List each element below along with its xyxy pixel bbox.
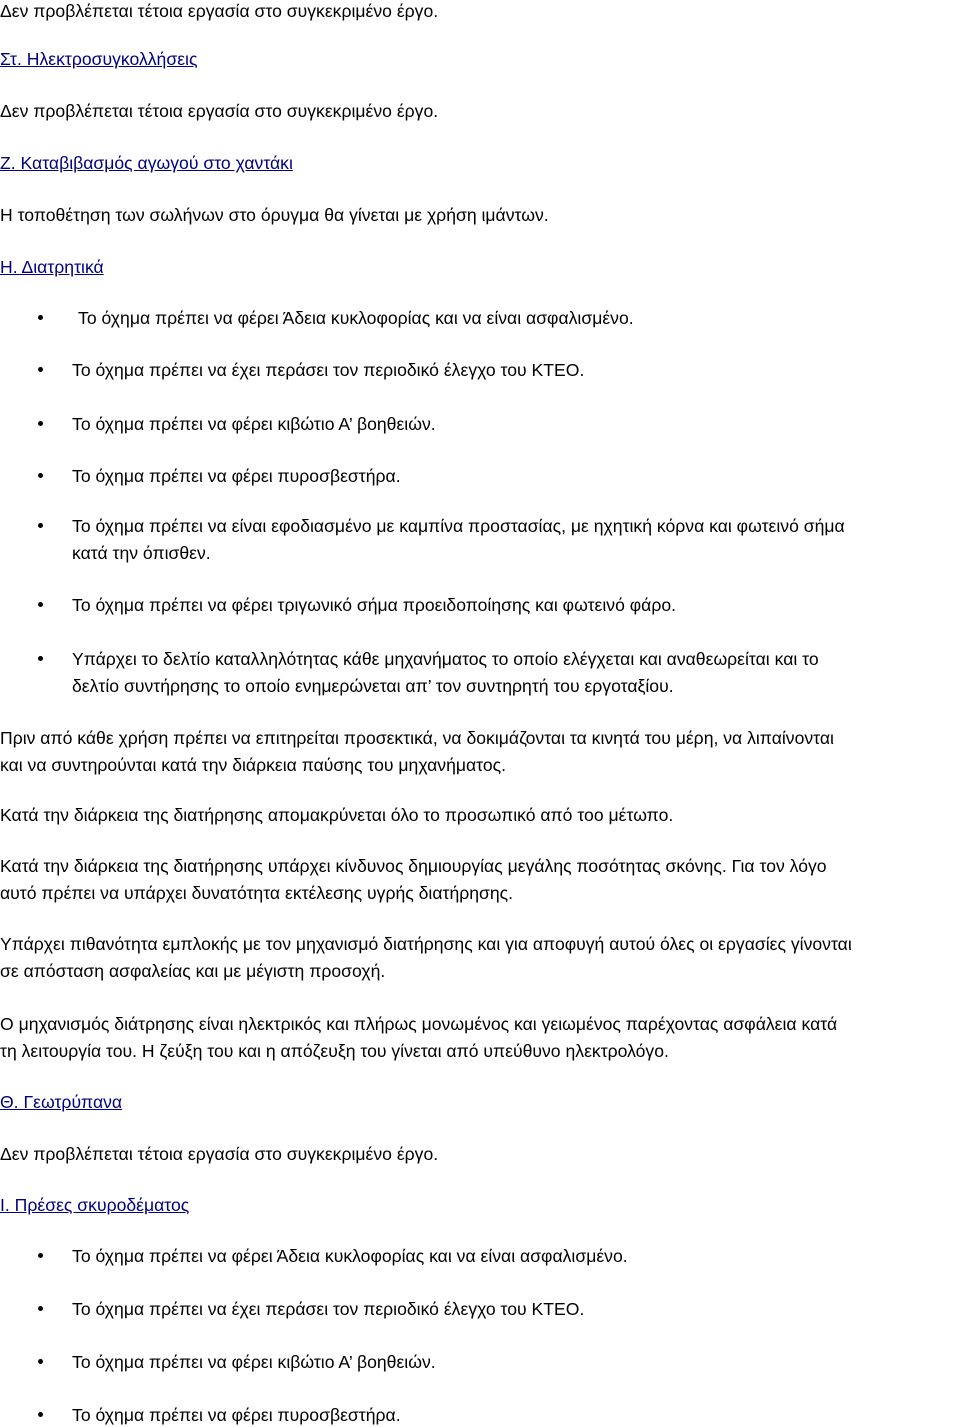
list-item: Το όχημα πρέπει να φέρει Άδεια κυκλοφορίας και να είναι ασφαλισμένο.	[72, 1246, 628, 1266]
list-item: Το όχημα πρέπει να έχει περάσει τον περιοδικό έλεγχο του ΚΤΕΟ.	[72, 1299, 585, 1319]
bullet-icon	[38, 367, 43, 372]
list-item: Υπάρχει το δελτίο καταλληλότητας κάθε μηχανήματος το οποίο ελέγχεται και αναθεωρείται και το	[72, 649, 819, 669]
section-heading-z: Ζ. Καταβιβασμός αγωγού στο χαντάκι	[0, 153, 293, 173]
paragraph-text: τη λειτουργία του. Η ζεύξη του και η απόζευξη του γίνεται από υπεύθυνο ηλεκτρολόγο.	[0, 1041, 669, 1061]
paragraph-text: Υπάρχει πιθανότητα εμπλοκής με τον μηχανισμό διατήρησης και για αποφυγή αυτού όλες οι εργασίες γίνονται	[0, 934, 852, 954]
section-heading-st: Στ. Ηλεκτροσυγκολλήσεις	[0, 49, 198, 69]
paragraph-text: αυτό πρέπει να υπάρχει δυνατότητα εκτέλεσης υγρής διατήρησης.	[0, 883, 514, 903]
paragraph-text: Ο μηχανισμός διάτρησης είναι ηλεκτρικός και πλήρως μονωμένος και γειωμένος παρέχοντας ασφάλεια κατά	[0, 1014, 838, 1034]
list-item: Το όχημα πρέπει να φέρει κιβώτιο Α’ βοηθειών.	[72, 414, 436, 434]
section-heading-h: Η. Διατρητικά	[0, 257, 104, 277]
paragraph-text: σε απόσταση ασφαλείας και με μέγιστη προσοχή.	[0, 961, 386, 981]
bullet-icon	[38, 421, 43, 426]
bullet-icon	[38, 602, 43, 607]
section-heading-i: Ι. Πρέσες σκυροδέματος	[0, 1195, 190, 1215]
bullet-icon	[38, 1412, 43, 1417]
note-text: Δεν προβλέπεται τέτοια εργασία στο συγκεκριμένο έργο.	[0, 1, 439, 21]
list-item: Το όχημα πρέπει να φέρει τριγωνικό σήμα προειδοποίησης και φωτεινό φάρο.	[72, 595, 677, 615]
paragraph-text: και να συντηρούνται κατά την διάρκεια παύσης του μηχανήματος.	[0, 755, 507, 775]
list-item: Το όχημα πρέπει να φέρει πυροσβεστήρα.	[72, 1405, 401, 1425]
bullet-icon	[38, 315, 43, 320]
list-item: Το όχημα πρέπει να είναι εφοδιασμένο με καμπίνα προστασίας, με ηχητική κόρνα και φωτεινό σήμα	[72, 516, 845, 536]
list-item: Το όχημα πρέπει να φέρει Άδεια κυκλοφορίας και να είναι ασφαλισμένο.	[78, 308, 634, 328]
note-text: Δεν προβλέπεται τέτοια εργασία στο συγκεκριμένο έργο.	[0, 1144, 439, 1164]
list-item-continuation: κατά την όπισθεν.	[72, 543, 211, 563]
note-text: Δεν προβλέπεται τέτοια εργασία στο συγκεκριμένο έργο.	[0, 101, 439, 121]
bullet-icon	[38, 1253, 43, 1258]
paragraph-text: Πριν από κάθε χρήση πρέπει να επιτηρείται προσεκτικά, να δοκιμάζονται τα κινητά του μέρη, να λιπαίνονται	[0, 728, 834, 748]
section-heading-th: Θ. Γεωτρύπανα	[0, 1092, 123, 1112]
paragraph-text: Κατά την διάρκεια της διατήρησης υπάρχει κίνδυνος δημιουργίας μεγάλης ποσότητας σκόνης. Για τον λόγο	[0, 856, 827, 876]
bullet-icon	[38, 1359, 43, 1364]
list-item: Το όχημα πρέπει να φέρει πυροσβεστήρα.	[72, 466, 401, 486]
list-item-continuation: δελτίο συντήρησης το οποίο ενημερώνεται απ’ τον συντηρητή του εργοταξίου.	[72, 676, 674, 696]
paragraph-text: Κατά την διάρκεια της διατήρησης απομακρύνεται όλο το προσωπικό από τοο μέτωπο.	[0, 805, 674, 825]
note-text: Η τοποθέτηση των σωλήνων στο όρυγμα θα γίνεται με χρήση ιμάντων.	[0, 205, 549, 225]
list-item: Το όχημα πρέπει να φέρει κιβώτιο Α’ βοηθειών.	[72, 1352, 436, 1372]
list-item: Το όχημα πρέπει να έχει περάσει τον περιοδικό έλεγχο του ΚΤΕΟ.	[72, 360, 585, 380]
bullet-icon	[38, 473, 43, 478]
bullet-icon	[38, 523, 43, 528]
bullet-icon	[38, 656, 43, 661]
bullet-icon	[38, 1306, 43, 1311]
